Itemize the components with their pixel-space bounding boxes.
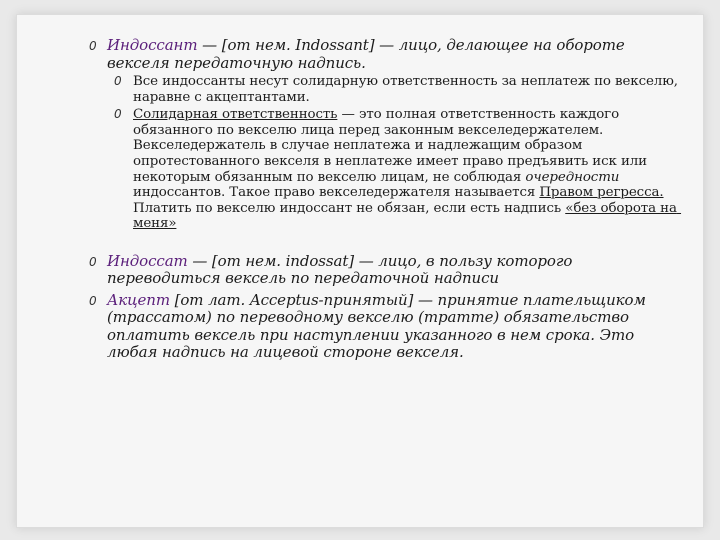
bullet-icon: 0: [89, 39, 97, 53]
italic-order: очередности: [525, 169, 620, 185]
slide-content: [87, 37, 687, 362]
sublist-item-solidarity-definition: [87, 107, 687, 232]
bullet-icon: 0: [114, 74, 122, 88]
sublist-item-solidarity: [87, 74, 687, 105]
link-solidarity[interactable]: Солидарная ответственность: [133, 107, 338, 123]
sublist-text-2a: — это полная ответственность каждого обязанного по векселю лица перед законным векселедержателем. Векселедержатель в случае неплатежа и надлежащим образом опротестованного векселя в неплатеже имеет право предъявить иск или некоторым обязанным по векселю лицам, не соблюдая: [133, 107, 652, 185]
bullet-icon: 0: [114, 107, 122, 122]
link-regress[interactable]: Правом регресса.: [539, 185, 664, 201]
bullet-icon: 0: [89, 293, 97, 308]
list-item-indossat: [87, 253, 687, 288]
link-without-recourse[interactable]: «без оборота на меня»: [133, 200, 682, 232]
sublist-text-2b: индоссантов. Такое право векселедержателя называется: [133, 169, 624, 201]
definition-indossant: — [от нем. Indossant] — лицо, делающее на обороте векселя передаточную надпись.: [107, 36, 630, 72]
term-indossant: Индоссант: [107, 36, 198, 54]
sublist-text-1: Все индоссанты несут солидарную ответственность за неплатеж по векселю, наравне с акцептантами.: [133, 74, 683, 105]
definition-accept: [от лат. Acceptus-принятый] — принятие плательщиком (трассатом) по переводному векселю (тратте) обязательство оплатить вексель при наступлении указанного в нем срока. Это любая надпись на лицевой стороне векселя.: [107, 290, 651, 362]
bullet-icon: 0: [89, 254, 97, 269]
definition-indossat: — [от нем. indossat] — лицо, в пользу которого переводиться вексель по передаточной надписи: [107, 251, 577, 288]
term-indossat: Индоссат: [107, 251, 188, 270]
term-accept: Акцепт: [107, 290, 170, 309]
slide: [16, 14, 704, 528]
list-item-indossant: [87, 37, 687, 72]
sublist-text-2c: Платить по векселю индоссант не обязан, если есть надпись: [133, 185, 668, 216]
list-item-accept: [87, 292, 687, 362]
